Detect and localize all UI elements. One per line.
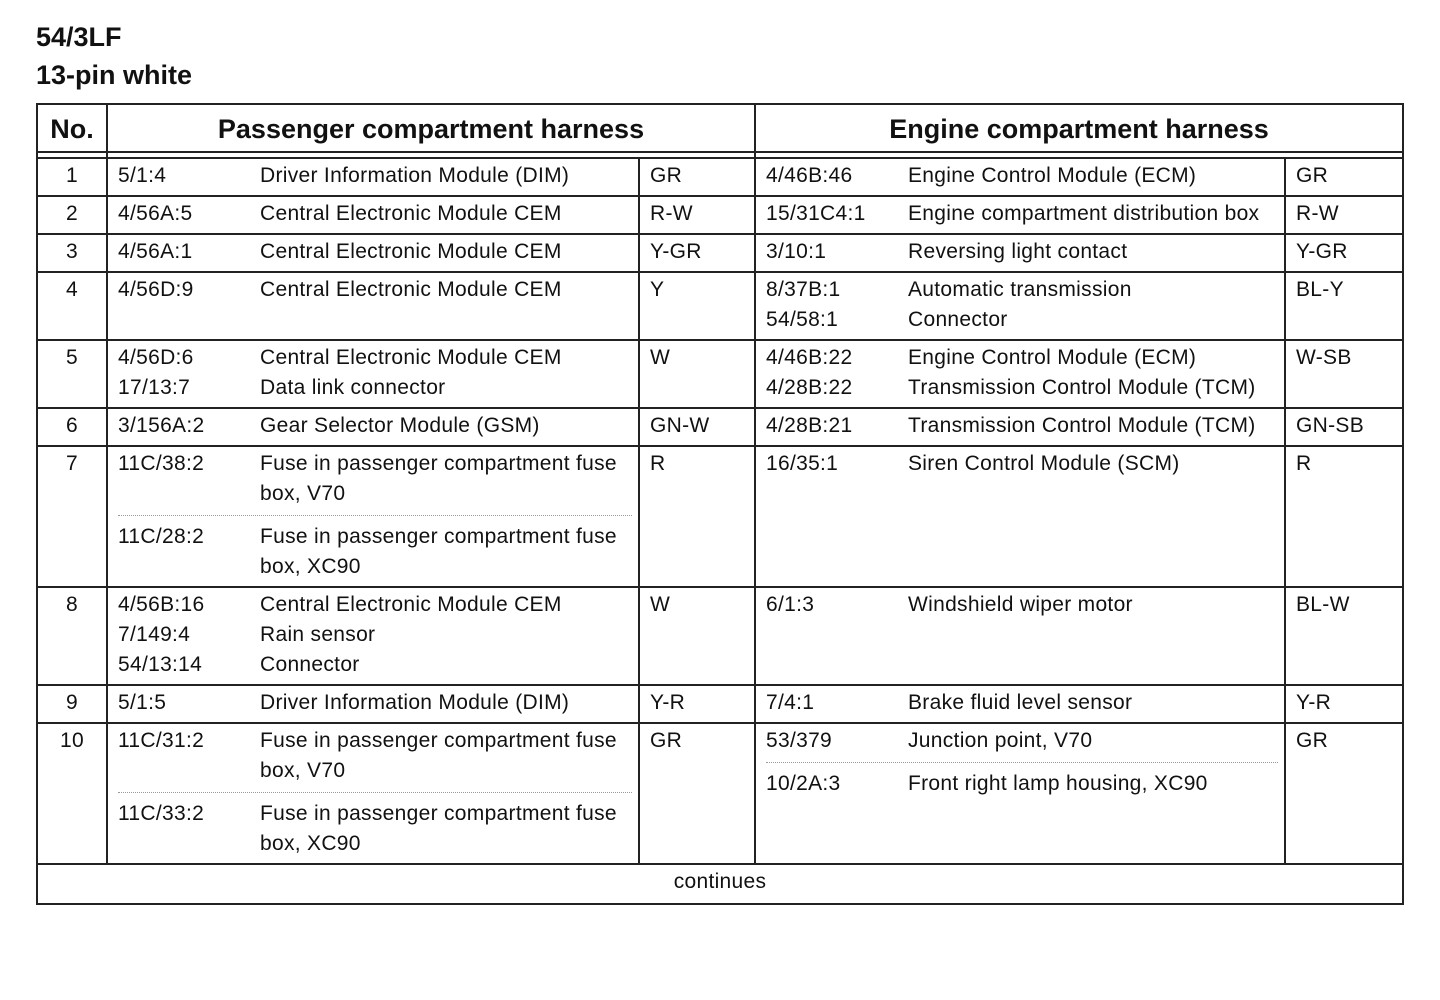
component-description-line: Central Electronic Module CEM [260,346,562,369]
passenger-cell [107,158,639,196]
component-description [260,688,632,718]
component-description-line: Connector [260,653,360,676]
engine-cell [755,723,1285,864]
connection-entry [766,343,1278,403]
component-description-line: Fuse in passenger compartment fuse box, XC90 [260,802,617,855]
engine-wire-color: BL-W [1285,587,1403,685]
passenger-wire-color: R-W [639,196,755,234]
terminal-code-line: 17/13:7 [118,376,191,399]
component-description-line: Driver Information Module (DIM) [260,164,570,187]
terminal-code [118,688,260,718]
passenger-wire-color: GN-W [639,408,755,446]
connection-entry [118,688,632,718]
component-description [908,343,1278,403]
passenger-cell [107,196,639,234]
component-description [908,726,1278,756]
terminal-code [766,343,908,403]
terminal-code [766,161,908,191]
pin-number: 3 [37,234,107,272]
passenger-cell [107,340,639,408]
passenger-wire-color: GR [639,723,755,864]
table-row [37,196,1403,234]
engine-cell [755,234,1285,272]
pin-number: 6 [37,408,107,446]
component-description [260,343,632,403]
terminal-code-line: 11C/38:2 [118,452,205,475]
connection-entry [766,237,1278,267]
passenger-wire-color: W [639,587,755,685]
terminal-code [118,522,260,582]
connection-entry [118,590,632,680]
terminal-code [118,275,260,305]
terminal-code-line: 53/379 [766,729,833,752]
component-description [260,449,632,509]
table-row [37,723,1403,864]
engine-cell [755,408,1285,446]
terminal-code-line: 4/46B:22 [766,346,853,369]
component-description [260,411,632,441]
terminal-code [118,449,260,509]
component-description [260,590,632,680]
connection-entry [766,161,1278,191]
connection-entry [118,411,632,441]
component-description-line: Junction point, V70 [908,729,1093,752]
component-description [260,275,632,305]
component-description-line: Fuse in passenger compartment fuse box, XC90 [260,525,617,578]
terminal-code-line: 5/1:5 [118,691,167,714]
terminal-code-line: 3/156A:2 [118,414,205,437]
component-description-line: Reversing light contact [908,240,1128,263]
component-description-line: Engine Control Module (ECM) [908,164,1197,187]
engine-cell [755,685,1285,723]
component-description [908,449,1278,479]
component-description [908,237,1278,267]
table-row [37,234,1403,272]
terminal-code-line: 8/37B:1 [766,278,841,301]
connection-entry [118,792,632,859]
component-description [908,769,1278,799]
terminal-code [118,411,260,441]
table-row [37,272,1403,340]
component-description [260,522,632,582]
passenger-cell [107,723,639,864]
connection-entry [118,199,632,229]
component-description-line: Engine compartment distribution box [908,202,1260,225]
terminal-code-line: 5/1:4 [118,164,167,187]
terminal-code [118,590,260,680]
terminal-code [118,799,260,859]
connection-entry [118,726,632,786]
terminal-code-line: 4/46B:46 [766,164,853,187]
engine-wire-color: GR [1285,158,1403,196]
engine-cell [755,340,1285,408]
component-description-line: Transmission Control Module (TCM) [908,376,1256,399]
component-description [260,199,632,229]
component-description [908,161,1278,191]
component-description [260,799,632,859]
table-row [37,408,1403,446]
component-description [908,411,1278,441]
passenger-cell [107,272,639,340]
terminal-code [766,199,908,229]
engine-wire-color: Y-GR [1285,234,1403,272]
terminal-code-line: 54/58:1 [766,308,839,331]
connection-entry [766,762,1278,799]
component-description-line: Central Electronic Module CEM [260,202,562,225]
component-description [260,161,632,191]
header-no: No. [37,104,107,152]
component-description [260,237,632,267]
passenger-wire-color: GR [639,158,755,196]
connection-entry [766,590,1278,620]
terminal-code [118,237,260,267]
table-row [37,158,1403,196]
passenger-cell [107,234,639,272]
terminal-code [766,726,908,756]
terminal-code-line: 15/31C4:1 [766,202,866,225]
connection-entry [118,449,632,509]
terminal-code [118,199,260,229]
component-description-line: Transmission Control Module (TCM) [908,414,1256,437]
pin-number: 10 [37,723,107,864]
terminal-code [766,411,908,441]
component-description-line: Fuse in passenger compartment fuse box, V70 [260,452,617,505]
connection-entry [766,199,1278,229]
engine-cell [755,587,1285,685]
pin-number: 2 [37,196,107,234]
connection-entry [118,161,632,191]
header-engine-harness: Engine compartment harness [755,104,1403,152]
passenger-wire-color: Y-GR [639,234,755,272]
passenger-cell [107,446,639,587]
terminal-code-line: 6/1:3 [766,593,815,616]
connection-entry [766,449,1278,479]
engine-wire-color: R [1285,446,1403,587]
component-description-line: Siren Control Module (SCM) [908,452,1180,475]
pin-number: 1 [37,158,107,196]
table-row [37,587,1403,685]
connection-entry [766,688,1278,718]
terminal-code [766,237,908,267]
component-description-line: Brake fluid level sensor [908,691,1133,714]
connection-entry [118,343,632,403]
terminal-code-line: 4/28B:21 [766,414,853,437]
pin-table [36,103,1404,905]
engine-wire-color: Y-R [1285,685,1403,723]
component-description-line: Central Electronic Module CEM [260,593,562,616]
component-description [908,199,1278,229]
terminal-code-line: 7/149:4 [118,623,191,646]
component-description-line: Central Electronic Module CEM [260,278,562,301]
component-description-line: Connector [908,308,1008,331]
header-passenger-harness: Passenger compartment harness [107,104,755,152]
pin-number: 9 [37,685,107,723]
engine-wire-color: GR [1285,723,1403,864]
terminal-code-line: 4/56A:5 [118,202,193,225]
passenger-wire-color: W [639,340,755,408]
terminal-code [766,590,908,620]
component-description [260,726,632,786]
terminal-code [118,343,260,403]
engine-wire-color: GN-SB [1285,408,1403,446]
pin-number: 4 [37,272,107,340]
terminal-code [766,449,908,479]
terminal-code-line: 4/56B:16 [118,593,205,616]
terminal-code-line: 4/56D:6 [118,346,194,369]
engine-wire-color: BL-Y [1285,272,1403,340]
terminal-code-line: 7/4:1 [766,691,815,714]
engine-cell [755,158,1285,196]
component-description-line: Gear Selector Module (GSM) [260,414,540,437]
engine-cell [755,196,1285,234]
passenger-wire-color: Y [639,272,755,340]
component-description-line: Fuse in passenger compartment fuse box, V70 [260,729,617,782]
passenger-wire-color: R [639,446,755,587]
terminal-code-line: 11C/33:2 [118,802,205,825]
pin-number: 7 [37,446,107,587]
terminal-code [118,726,260,786]
component-description-line: Windshield wiper motor [908,593,1133,616]
terminal-code-line: 10/2A:3 [766,772,841,795]
table-row [37,340,1403,408]
connector-description: 13-pin white [36,60,193,90]
component-description [908,688,1278,718]
connection-entry [118,515,632,582]
terminal-code-line: 54/13:14 [118,653,203,676]
component-description [908,275,1278,335]
terminal-code [766,688,908,718]
terminal-code-line: 16/35:1 [766,452,839,475]
component-description-line: Automatic transmission [908,278,1132,301]
terminal-code-line: 11C/31:2 [118,729,205,752]
table-row [37,446,1403,587]
passenger-wire-color: Y-R [639,685,755,723]
terminal-code-line: 11C/28:2 [118,525,205,548]
terminal-code [118,161,260,191]
passenger-cell [107,685,639,723]
table-row [37,685,1403,723]
terminal-code [766,275,908,335]
terminal-code-line: 4/28B:22 [766,376,853,399]
connection-entry [766,411,1278,441]
engine-wire-color: R-W [1285,196,1403,234]
connection-entry [118,275,632,305]
connection-entry [118,237,632,267]
component-description-line: Rain sensor [260,623,376,646]
pin-rows [37,158,1403,864]
engine-cell [755,446,1285,587]
terminal-code-line: 4/56D:9 [118,278,194,301]
engine-cell [755,272,1285,340]
component-description [908,590,1278,620]
passenger-cell [107,587,639,685]
pin-number: 8 [37,587,107,685]
continues-note: continues [37,864,1403,904]
connection-entry [766,275,1278,335]
component-description-line: Driver Information Module (DIM) [260,691,570,714]
terminal-code-line: 4/56A:1 [118,240,193,263]
connector-id: 54/3LF [36,22,122,52]
component-description-line: Central Electronic Module CEM [260,240,562,263]
passenger-cell [107,408,639,446]
component-description-line: Data link connector [260,376,446,399]
pin-number: 5 [37,340,107,408]
component-description-line: Engine Control Module (ECM) [908,346,1197,369]
engine-wire-color: W-SB [1285,340,1403,408]
terminal-code-line: 3/10:1 [766,240,827,263]
terminal-code [766,769,908,799]
connection-entry [766,726,1278,756]
component-description-line: Front right lamp housing, XC90 [908,772,1208,795]
